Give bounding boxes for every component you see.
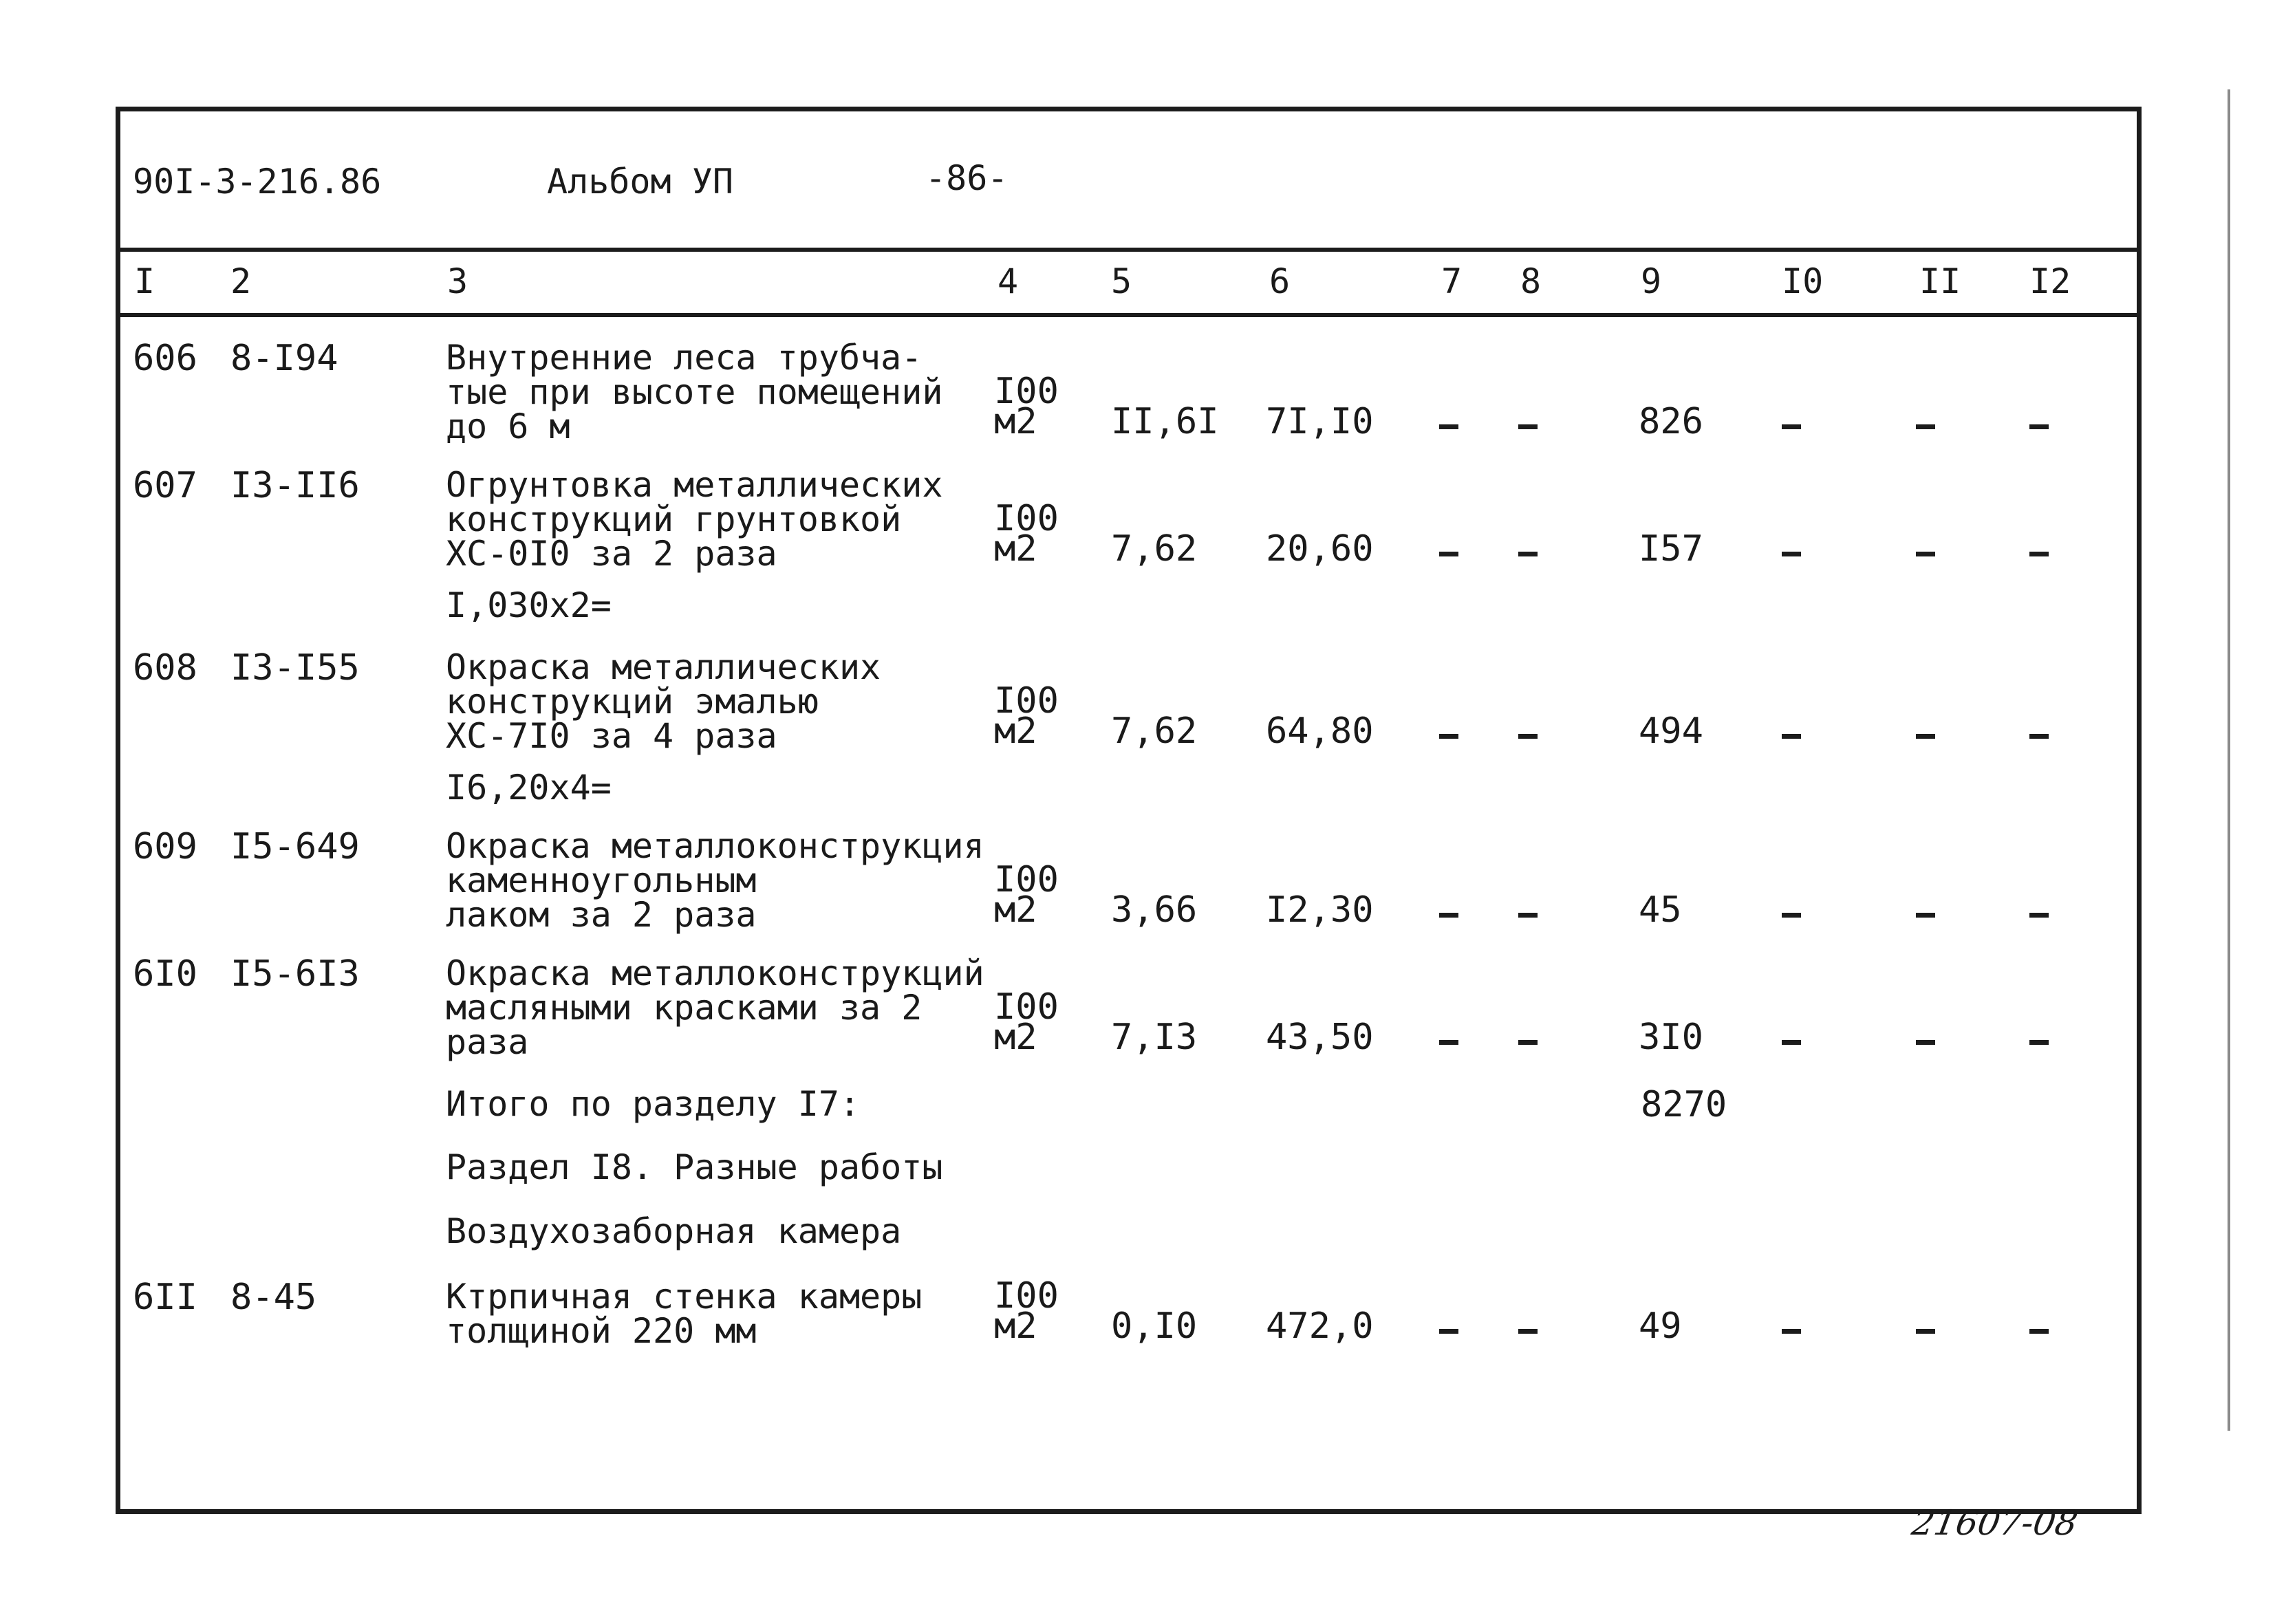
total-cost-value: 45 [1639, 889, 1682, 931]
empty-cell-dash [1439, 1040, 1458, 1045]
unit-price-value: I2,30 [1266, 889, 1374, 931]
col-header-3: 3 [447, 261, 468, 301]
subtotal-value: 8270 [1641, 1084, 1727, 1125]
unit-line: I00 [994, 1275, 1059, 1317]
empty-cell-dash [1518, 913, 1538, 918]
empty-cell-dash [2029, 1040, 2049, 1045]
total-cost-value: 3I0 [1639, 1017, 1703, 1058]
unit-price-value: 7I,I0 [1266, 401, 1374, 442]
work-description-line: толщиной 220 мм [446, 1311, 757, 1351]
work-description-line: масляными красками за 2 [446, 988, 923, 1028]
row-number: 6I0 [133, 953, 197, 995]
col-header-5: 5 [1111, 261, 1132, 301]
empty-cell-dash [1439, 913, 1458, 918]
rate-code: 8-I94 [230, 338, 338, 379]
work-description-line: каменноугольным [446, 860, 757, 900]
section-subtitle: Воздухозаборная камера [446, 1211, 902, 1251]
quantity-value: II,6I [1111, 401, 1219, 442]
empty-cell-dash [1916, 734, 1935, 739]
work-description-line: Окраска металлоконструкций [446, 953, 984, 993]
work-description-line: Окраска металлических [446, 647, 881, 687]
col-header-9: 9 [1641, 261, 1662, 301]
total-cost-value: 49 [1639, 1306, 1682, 1347]
inventory-stamp: 21607-08 [1908, 1503, 2081, 1543]
document-code: 90I-3-216.86 [133, 162, 382, 202]
subtotal-label: Итого по разделу I7: [446, 1084, 861, 1124]
header-top-rule [116, 248, 2142, 252]
work-description-line: Внутренние леса трубча- [446, 338, 923, 378]
empty-cell-dash [2029, 1329, 2049, 1334]
total-cost-value: 494 [1639, 711, 1703, 752]
col-header-6: 6 [1269, 261, 1291, 301]
empty-cell-dash [1782, 913, 1801, 918]
unit-price-value: 472,0 [1266, 1306, 1374, 1347]
empty-cell-dash [1518, 1040, 1538, 1045]
work-description-line: лаком за 2 раза [446, 895, 757, 935]
empty-cell-dash [1439, 552, 1458, 556]
quantity-value: 7,I3 [1111, 1017, 1198, 1058]
col-header-12: I2 [2029, 261, 2071, 301]
rate-code: I3-I55 [230, 647, 360, 689]
unit-line: м2 [994, 711, 1037, 752]
row-number: 608 [133, 647, 197, 689]
empty-cell-dash [1518, 734, 1538, 739]
unit-price-value: 20,60 [1266, 528, 1374, 570]
quantity-value: 7,62 [1111, 528, 1198, 570]
empty-cell-dash [1518, 1329, 1538, 1334]
unit-line: м2 [994, 528, 1037, 570]
empty-cell-dash [1782, 1040, 1801, 1045]
unit-price-value: 43,50 [1266, 1017, 1374, 1058]
rate-code: I5-6I3 [230, 953, 360, 995]
col-header-7: 7 [1441, 261, 1463, 301]
empty-cell-dash [1916, 1040, 1935, 1045]
total-cost-value: I57 [1639, 528, 1703, 570]
empty-cell-dash [2029, 913, 2049, 918]
empty-cell-dash [1916, 913, 1935, 918]
empty-cell-dash [1518, 424, 1538, 429]
empty-cell-dash [1518, 552, 1538, 556]
unit-line: м2 [994, 1306, 1037, 1347]
unit-line: I00 [994, 498, 1059, 539]
empty-cell-dash [2029, 734, 2049, 739]
rate-code: I3-II6 [230, 465, 360, 506]
unit-line: I00 [994, 680, 1059, 722]
empty-cell-dash [1782, 552, 1801, 556]
empty-cell-dash [1439, 424, 1458, 429]
work-description-line: конструкций грунтовкой [446, 499, 902, 539]
work-description-line: Окраска металлоконструкция [446, 826, 984, 866]
unit-price-value: 64,80 [1266, 711, 1374, 752]
work-description-line: Огрунтовка металлических [446, 465, 943, 505]
quantity-value: 3,66 [1111, 889, 1198, 931]
quantity-formula: I6,20x4= [446, 768, 612, 808]
rate-code: I5-649 [230, 826, 360, 867]
row-number: 609 [133, 826, 197, 867]
unit-line: I00 [994, 371, 1059, 412]
col-header-10: I0 [1782, 261, 1824, 301]
edge-mark [2228, 89, 2230, 1431]
unit-line: м2 [994, 889, 1037, 931]
empty-cell-dash [1916, 424, 1935, 429]
work-description-line: ХС-0I0 за 2 раза [446, 534, 777, 574]
col-header-4: 4 [998, 261, 1019, 301]
empty-cell-dash [1439, 1329, 1458, 1334]
col-header-2: 2 [230, 261, 252, 301]
unit-line: м2 [994, 1017, 1037, 1058]
empty-cell-dash [1782, 424, 1801, 429]
col-header-11: II [1919, 261, 1961, 301]
unit-line: I00 [994, 986, 1059, 1028]
empty-cell-dash [1439, 734, 1458, 739]
work-description-line: ХС-7I0 за 4 раза [446, 716, 777, 756]
total-cost-value: 826 [1639, 401, 1703, 442]
empty-cell-dash [1916, 1329, 1935, 1334]
empty-cell-dash [1916, 552, 1935, 556]
quantity-value: 7,62 [1111, 711, 1198, 752]
album-label: Альбом УП [547, 162, 733, 202]
section-title: Раздел I8. Разные работы [446, 1147, 943, 1187]
work-description-line: Ктрпичная стенка камеры [446, 1277, 923, 1317]
row-number: 6II [133, 1277, 197, 1318]
page-number: -86- [925, 158, 1009, 198]
row-number: 606 [133, 338, 197, 379]
rate-code: 8-45 [230, 1277, 317, 1318]
unit-line: I00 [994, 859, 1059, 900]
work-description-line: до 6 м [446, 407, 570, 446]
header-bottom-rule [116, 313, 2142, 317]
empty-cell-dash [2029, 552, 2049, 556]
row-number: 607 [133, 465, 197, 506]
empty-cell-dash [1782, 734, 1801, 739]
empty-cell-dash [2029, 424, 2049, 429]
unit-line: м2 [994, 401, 1037, 442]
empty-cell-dash [1782, 1329, 1801, 1334]
work-description-line: конструкций эмалью [446, 682, 819, 722]
work-description-line: тые при высоте помещений [446, 372, 943, 412]
work-description-line: раза [446, 1022, 529, 1062]
document-frame [116, 107, 2142, 1514]
col-header-8: 8 [1520, 261, 1542, 301]
col-header-1: I [134, 261, 155, 301]
quantity-formula: I,030x2= [446, 585, 612, 625]
quantity-value: 0,I0 [1111, 1306, 1198, 1347]
